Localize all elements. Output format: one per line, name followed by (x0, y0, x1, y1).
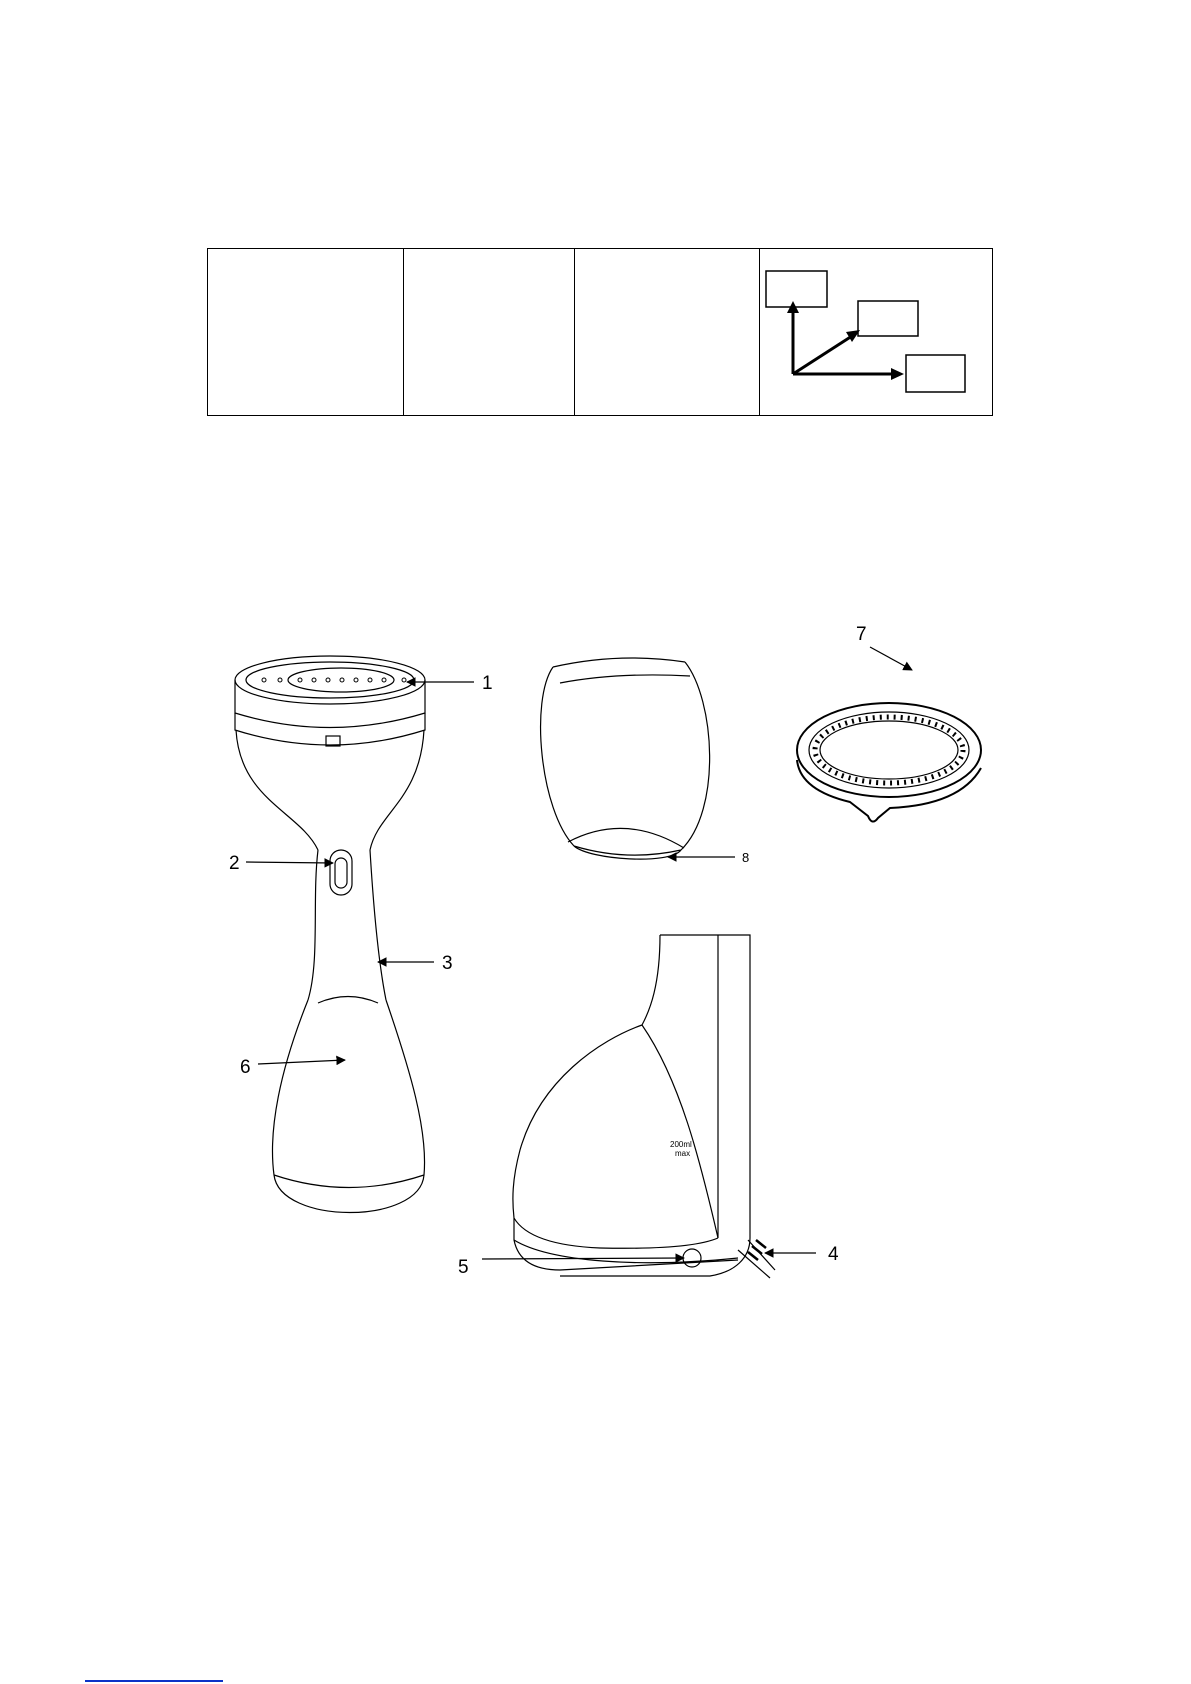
hyperlink-underline[interactable] (85, 1680, 223, 1682)
tank-volume-marking: 200ml (670, 1140, 692, 1149)
fabric-brush (797, 703, 981, 822)
callout-8: 8 (742, 850, 750, 865)
callout-1: 1 (482, 673, 493, 694)
callout-7: 7 (856, 624, 867, 645)
steamer-front-view (235, 656, 425, 1213)
callout-4: 4 (828, 1244, 839, 1265)
steam-plate-holes (288, 668, 394, 692)
tank-max-marking: max (675, 1149, 691, 1158)
callout-6: 6 (240, 1057, 251, 1078)
callout-2: 2 (229, 853, 240, 874)
water-tank-front (274, 1175, 424, 1188)
callout-5: 5 (458, 1257, 469, 1278)
steamer-cap (541, 658, 710, 859)
steamer-side-view (513, 935, 775, 1278)
callout-3: 3 (442, 953, 453, 974)
steam-holes (262, 678, 406, 682)
water-inlet-cap (683, 1249, 701, 1267)
